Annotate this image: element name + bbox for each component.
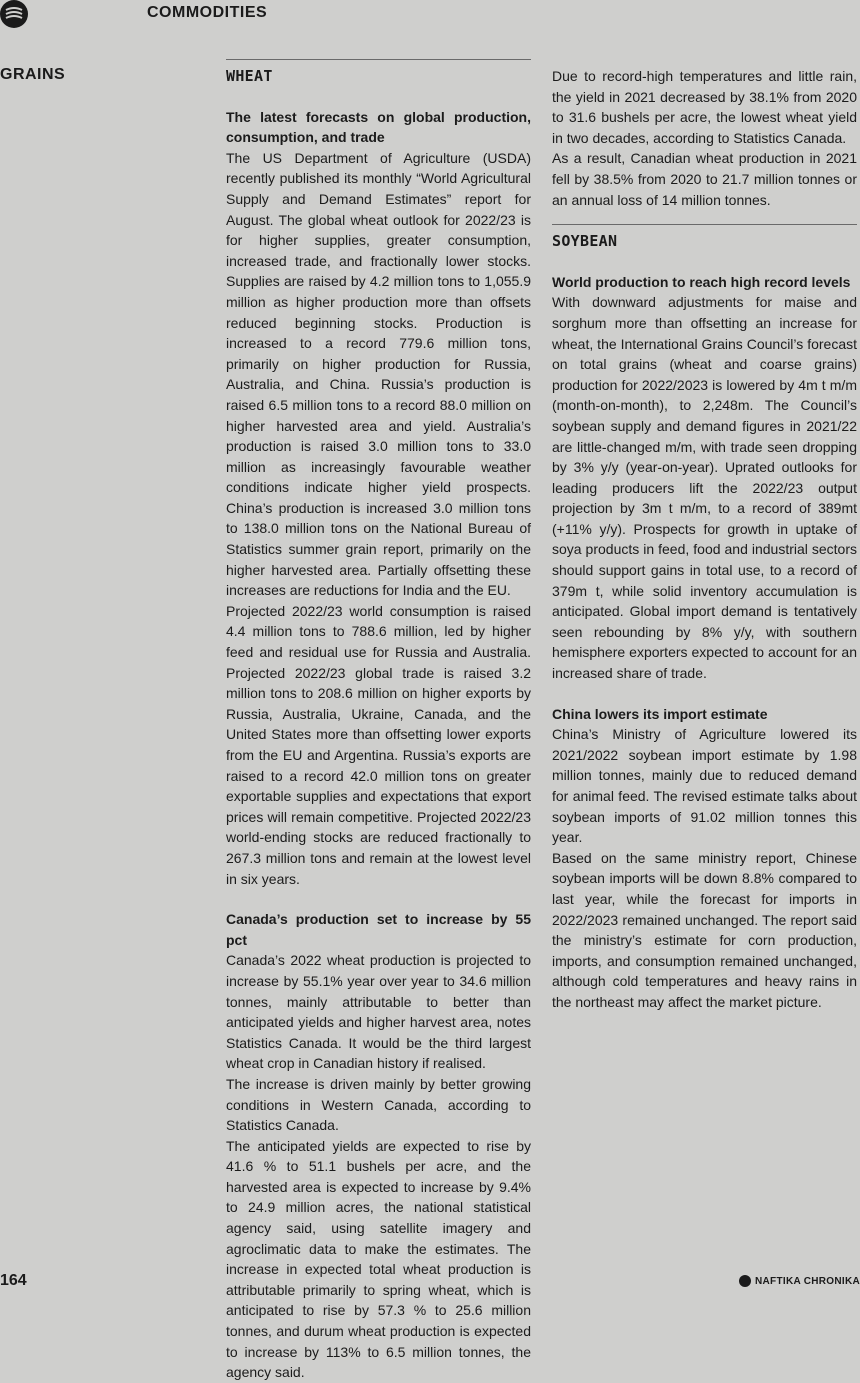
magazine-logo-icon: [0, 0, 28, 28]
brand-name: NAFTIKA CHRONIKA: [755, 1275, 860, 1287]
wheat-paragraph: Canada’s 2022 wheat production is projected to increase by 55.1% year over year to 34.6 million tonnes, mainly attributable to better than anticipated yields and higher harvest area, notes Statistics Canada. It would be the third largest wheat crop in Canadian history if realised.: [226, 952, 531, 1072]
soybean-subheading-production: World production to reach high record levels: [552, 273, 851, 290]
wheat-paragraph: Projected 2022/23 world consumption is raised 4.4 million tons to 788.6 million, led by higher feed and residual use for Russia and Australia. Projected 2022/23 global trade is raised 3.2 million tons to 208.6 million on higher exports by Russia, Australia, Ukraine, Canada, and the United States more than offsetting lower exports from the EU and Argentina. Russia’s exports are raised to a record 42.0 million tons on greater exportable supplies and expectations that export prices will remain competitive. Projected 2022/23 world-ending stocks are reduced fractionally to 267.3 million tons and remain at the lowest level in six years.: [226, 602, 531, 887]
wheat-paragraph: The increase is driven mainly by better growing conditions in Western Canada, according to Statistics Canada.: [226, 1075, 531, 1134]
wheat-paragraph: Due to record-high temperatures and little rain, the yield in 2021 decreased by 38.1% from 2020 to 31.6 bushels per acre, the lowest wheat yield in two decades, according to Statistics Canada.: [552, 68, 857, 146]
divider: [552, 224, 857, 225]
article-column-left: [226, 59, 531, 1383]
category-label: GRAINS: [0, 66, 66, 83]
wheat-paragraph: As a result, Canadian wheat production in 2021 fell by 38.5% from 2020 to 21.7 million tonnes or an annual loss of 14 million tonnes.: [552, 150, 857, 208]
wheat-subheading-canada: Canada’s production set to increase by 55 pct: [226, 911, 531, 948]
wheat-title: WHEAT: [226, 67, 273, 85]
soybean-paragraph: China’s Ministry of Agriculture lowered its 2021/2022 soybean import estimate by 1.98 million tonnes, mainly due to reduced demand for animal feed. The revised estimate talks about soybean imports of 91.02 million tonnes this year.: [552, 726, 857, 846]
article-column-right: [552, 66, 857, 1013]
wheat-subheading-forecasts: The latest forecasts on global production, consumption, and trade: [226, 108, 531, 146]
wheat-paragraph: The US Department of Agriculture (USDA) recently published its monthly “World Agricultural Supply and Demand Estimates” report for August. The global wheat outlook for 2022/23 is for higher supplies, greater consumption, increased trade, and fractionally lower stocks. Supplies are raised by 4.2 million tons to 1,055.9 million as higher production more than offsets reduced beginning stocks. Production is increased to a record 779.6 million tons, primarily on higher production for Russia, Australia, and China. Russia’s production is raised 6.5 million tons to a record 88.0 million on higher harvested area and yield. Australia’s production is raised 3.0 million tons to 33.0 million as increasingly favourable weather conditions indicate higher yield prospects. China’s production is increased 3.0 million tons to 138.0 million tons on the National Bureau of Statistics summer grain report, primarily on the higher harvested area. Partially offsetting these increases are reductions for India and the EU.: [226, 149, 531, 599]
soybean-subheading-china: China lowers its import estimate: [552, 705, 768, 722]
soybean-paragraph: With downward adjustments for maise and sorghum more than offsetting an increase for wheat, the International Grains Council’s forecast on total grains (wheat and coarse grains) production for 2022/2023 is lowered by 4m t m/m (month-on-month), to 2,248m. The Council’s soybean supply and demand figures in 2021/22 are little-changed m/m, with trade seen dropping by 3% y/y (year-on-year). Uprated outlooks for leading producers lift the 2022/23 output projection by 3m t m/m, to a record of 389mt (+11% y/y). Prospects for growth in uptake of soya products in feed, food and industrial sectors should support gains in total use, to a record of 379m t, while solid inventory accumulation is anticipated. Global import demand is tentatively seen rebounding by 8% y/y, with southern hemisphere exporters expected to account for an increased share of trade.: [552, 294, 857, 682]
divider: [226, 59, 531, 60]
soybean-paragraph: Based on the same ministry report, Chinese soybean imports will be down 8.8% compared to last year, while the forecast for imports in 2022/2023 remained unchanged. The report said the ministry’s estimate for corn production, imports, and consumption remained unchanged, although cold temperatures and heavy rains in the northeast may affect the market picture.: [552, 849, 857, 1010]
section-header-title: COMMODITIES: [147, 4, 268, 21]
wheat-paragraph: The anticipated yields are expected to rise by 41.6 % to 51.1 bushels per acre, and the harvested area is expected to increase by 9.4% to 24.9 million acres, the national statistical agency said, using satellite imagery and agroclimatic data to make the estimates. The increase in expected total wheat production is attributable primarily to spring wheat, which is anticipated to rise by 57.3 % to 25.6 million tonnes, and durum wheat production is expected to increase by 113% to 6.5 million tonnes, the agency said.: [226, 1137, 531, 1381]
footer-brand: [739, 1275, 860, 1287]
page-number: 164: [0, 1272, 27, 1289]
soybean-title: SOYBEAN: [552, 232, 618, 251]
brand-logo-icon: [739, 1275, 751, 1287]
